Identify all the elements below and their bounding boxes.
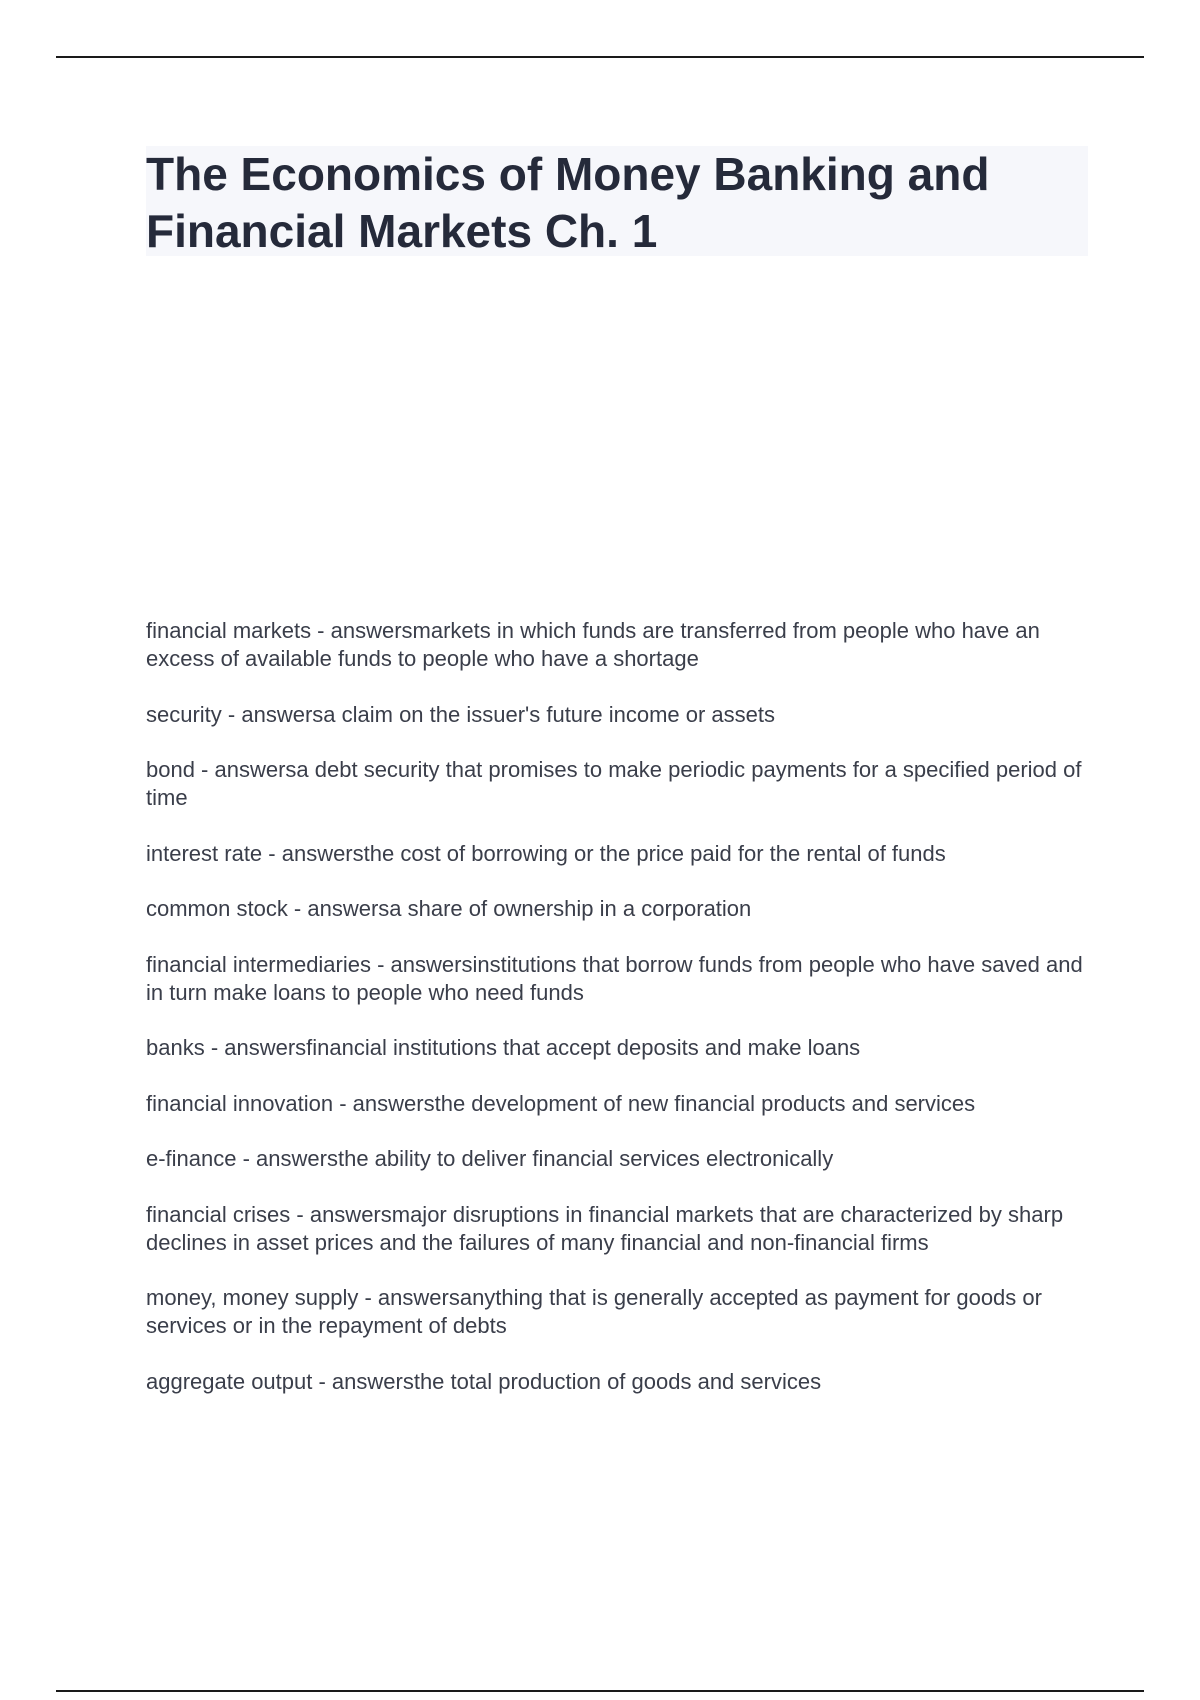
flashcard-entry: interest rate - answersthe cost of borrowing or the price paid for the rental of funds — [146, 840, 946, 866]
document-title: The Economics of Money Banking and Financial Markets Ch. 1 — [146, 148, 990, 257]
flashcard-entry: financial intermediaries - answersinstitutions that borrow funds from people who have saved and in turn make loans to people who need funds — [146, 951, 1083, 1005]
flashcard-entry: financial innovation - answersthe development of new financial products and services — [146, 1090, 976, 1116]
bottom-divider — [56, 1690, 1144, 1692]
top-divider — [56, 56, 1144, 58]
flashcard-entry: financial crises - answersmajor disruptions in financial markets that are characterized by sharp declines in asset prices and the failures of many financial and non-financial firms — [146, 1201, 1064, 1255]
flashcard-entry: aggregate output - answersthe total production of goods and services — [146, 1368, 822, 1394]
flashcard-entry: financial markets - answersmarkets in which funds are transferred from people who have an excess of available funds to people who have a shortage — [146, 618, 1040, 671]
flashcard-entry: banks - answersfinancial institutions that accept deposits and make loans — [146, 1035, 861, 1060]
flashcard-entry: money, money supply - answersanything that is generally accepted as payment for goods or services or in the repayment of debts — [146, 1285, 1042, 1338]
flashcard-entry: security - answersa claim on the issuer's future income or assets — [146, 701, 775, 727]
flashcard-entry: bond - answersa debt security that promises to make periodic payments for a specified period of time — [146, 757, 1082, 810]
flashcard-list — [146, 617, 1096, 1423]
flashcard-entry: common stock - answersa share of ownership in a corporation — [146, 896, 752, 921]
title-block — [146, 146, 1088, 256]
flashcard-entry: e-finance - answersthe ability to deliver financial services electronically — [146, 1146, 834, 1171]
